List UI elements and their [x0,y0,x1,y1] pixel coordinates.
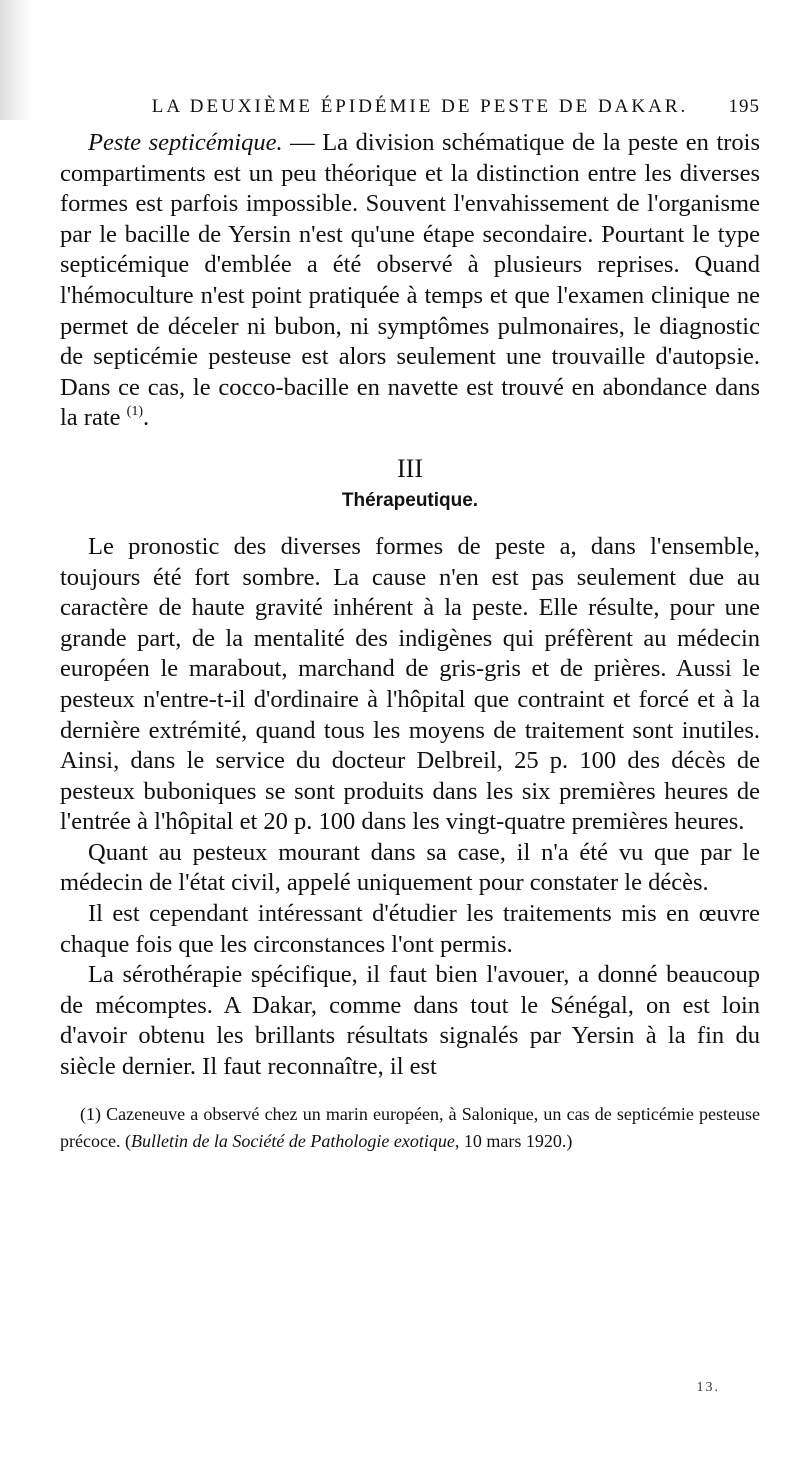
printer-signature: 13. [696,1380,720,1395]
running-title: LA DEUXIÈME ÉPIDÉMIE DE PESTE DE DAKAR. [151,96,689,117]
footnote-date: , 10 mars 1920.) [454,1130,573,1151]
footnote-source: Bulletin de la Société de Pathologie exotique [130,1130,455,1151]
paragraph-treatments: Il est cependant intéressant d'étudier les traitements mis en œuvre chaque fois que les circonstances l'ont permis. [60,900,760,958]
paragraph-dying-patient: Quant au pesteux mourant dans sa case, il n'a été vu que par le médecin de l'état civil, appelé uniquement pour constater le décès. [60,838,760,897]
paragraph-prognosis: Le pronostic des diverses formes de peste a, dans l'ensemble, toujours été fort sombre. La cause n'en est pas seulement due au caractère de haute gravité inhérent à la peste. Elle résulte, pour une grande part, de la mentalité des indigènes qui préfèrent au médecin européen le marabout, marchand de gris-gris et de prières. Aussi le pesteux n'entre-t-il d'ordinaire à l'hôpital que contraint et forcé et à la dernière extrémité, quand tous les moyens de traitement sont inutiles. Ainsi, dans le service du docteur Delbreil, 25 p. 100 des décès de pesteux buboniques se sont produits dans les six premières heures de l'entrée à l'hôpital et 20 p. 100 dans les vingt-quatre premières heures. [60,532,760,836]
page-number: 195 [728,96,760,117]
paragraph-text: — La division schématique de la peste en trois compartiments est un peu théorique et la distinction entre les diverses formes est parfois impossible. Souvent l'envahissement de l'organisme par le bacille de Yersin n'est qu'une étape secondaire. Pourtant le type septicémique d'emblée a été observé à plusieurs reprises. Quand l'hémoculture n'est point pratiquée à temps et que l'examen clinique ne permet de déceler ni bubon, ni symptômes pulmonaires, le diagnostic de septicémie pesteuse est alors seulement une trouvaille d'autopsie. Dans ce cas, le cocco-bacille en navette est trouvé en abondance dans la rate [60,129,761,432]
running-head [60,96,760,128]
footnote-reference: (1) [126,404,143,420]
scan-edge-shadow [0,0,34,120]
paragraph-serotherapy: La sérothérapie spécifique, il faut bien l'avouer, a donné beaucoup de mécomptes. A Dakar, comme dans tout le Sénégal, on est loin d'avoir obtenu les brillants résultats signalés par Yersin à la fin du siècle dernier. Il faut reconnaître, il est [60,961,760,1081]
section-number: III [397,453,423,483]
paragraph-end: . [142,404,150,432]
document-page [60,96,760,1155]
section-title: Thérapeutique. [341,489,479,511]
footnote-marker: (1) [80,1103,101,1124]
footnote-text: Cazeneuve a observé chez un marin européen, à Salonique, un cas de septicémie pesteuse précoce. ( [60,1103,760,1151]
footnote [60,1101,760,1155]
paragraph-lead: Peste septicémique. [88,129,283,156]
paragraph-septicemic-plague [60,128,760,434]
